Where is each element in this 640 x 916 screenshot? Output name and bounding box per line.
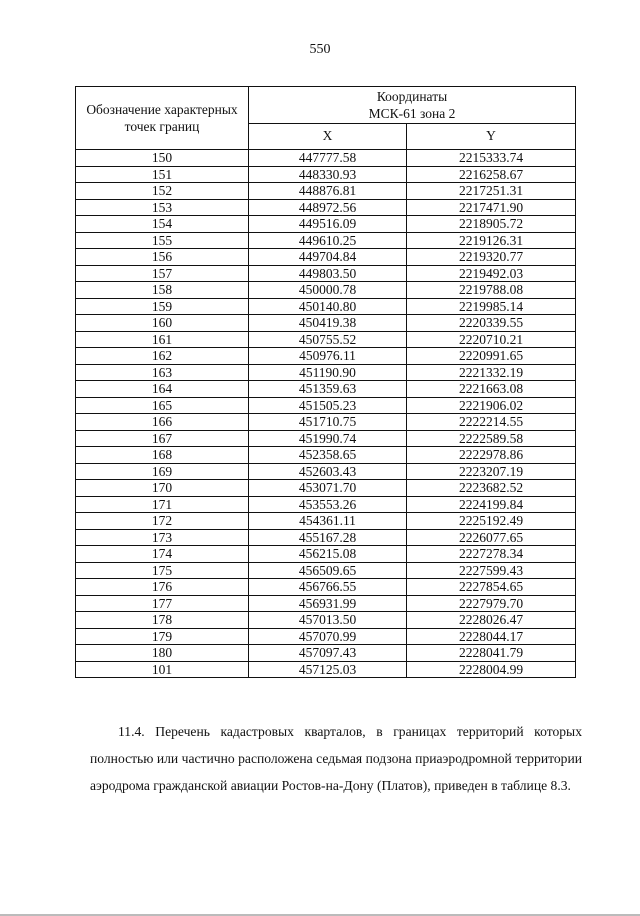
table-row <box>76 447 576 464</box>
point-number-cell: 153 <box>76 199 249 216</box>
x-coordinate-cell: 449704.84 <box>249 249 407 266</box>
point-number-cell: 168 <box>76 447 249 464</box>
point-number-cell: 165 <box>76 397 249 414</box>
y-coordinate-cell: 2222978.86 <box>407 447 576 464</box>
table-row <box>76 496 576 513</box>
y-coordinate-cell: 2217251.31 <box>407 183 576 200</box>
y-coordinate-cell: 2217471.90 <box>407 199 576 216</box>
table-row <box>76 249 576 266</box>
table-row <box>76 645 576 662</box>
y-coordinate-cell: 2227278.34 <box>407 546 576 563</box>
table-row <box>76 364 576 381</box>
y-coordinate-cell: 2219320.77 <box>407 249 576 266</box>
table-row <box>76 529 576 546</box>
point-number-cell: 159 <box>76 298 249 315</box>
x-coordinate-cell: 455167.28 <box>249 529 407 546</box>
point-number-cell: 160 <box>76 315 249 332</box>
table-body <box>76 150 576 678</box>
y-coordinate-cell: 2218905.72 <box>407 216 576 233</box>
header-coordinates <box>249 87 576 124</box>
point-number-cell: 178 <box>76 612 249 629</box>
y-coordinate-cell: 2221332.19 <box>407 364 576 381</box>
x-coordinate-cell: 451359.63 <box>249 381 407 398</box>
table-row <box>76 612 576 629</box>
point-number-cell: 163 <box>76 364 249 381</box>
point-number-cell: 156 <box>76 249 249 266</box>
y-coordinate-cell: 2223207.19 <box>407 463 576 480</box>
table-row <box>76 216 576 233</box>
y-coordinate-cell: 2228026.47 <box>407 612 576 629</box>
x-coordinate-cell: 451990.74 <box>249 430 407 447</box>
table-row <box>76 315 576 332</box>
point-number-cell: 151 <box>76 166 249 183</box>
x-coordinate-cell: 456931.99 <box>249 595 407 612</box>
point-number-cell: 157 <box>76 265 249 282</box>
table-row <box>76 414 576 431</box>
y-coordinate-cell: 2226077.65 <box>407 529 576 546</box>
x-coordinate-cell: 449803.50 <box>249 265 407 282</box>
y-coordinate-cell: 2225192.49 <box>407 513 576 530</box>
y-coordinate-cell: 2227979.70 <box>407 595 576 612</box>
table-row <box>76 397 576 414</box>
point-number-cell: 101 <box>76 661 249 678</box>
table-row <box>76 381 576 398</box>
point-number-cell: 164 <box>76 381 249 398</box>
point-number-cell: 172 <box>76 513 249 530</box>
table-row <box>76 232 576 249</box>
point-number-cell: 161 <box>76 331 249 348</box>
y-coordinate-cell: 2224199.84 <box>407 496 576 513</box>
header-coordinate-system: МСК-61 зона 2 <box>368 105 456 121</box>
point-number-cell: 177 <box>76 595 249 612</box>
point-number-cell: 180 <box>76 645 249 662</box>
y-coordinate-cell: 2228041.79 <box>407 645 576 662</box>
x-coordinate-cell: 452358.65 <box>249 447 407 464</box>
x-coordinate-cell: 457097.43 <box>249 645 407 662</box>
x-coordinate-cell: 448972.56 <box>249 199 407 216</box>
point-number-cell: 175 <box>76 562 249 579</box>
point-number-cell: 170 <box>76 480 249 497</box>
y-coordinate-cell: 2223682.52 <box>407 480 576 497</box>
y-coordinate-cell: 2219492.03 <box>407 265 576 282</box>
y-coordinate-cell: 2219985.14 <box>407 298 576 315</box>
x-coordinate-cell: 457125.03 <box>249 661 407 678</box>
x-coordinate-cell: 452603.43 <box>249 463 407 480</box>
x-coordinate-cell: 450000.78 <box>249 282 407 299</box>
table-row <box>76 480 576 497</box>
y-coordinate-cell: 2220339.55 <box>407 315 576 332</box>
x-coordinate-cell: 450419.38 <box>249 315 407 332</box>
table-row <box>76 546 576 563</box>
y-coordinate-cell: 2216258.67 <box>407 166 576 183</box>
table-row <box>76 298 576 315</box>
coordinates-table <box>75 86 576 678</box>
y-coordinate-cell: 2221663.08 <box>407 381 576 398</box>
y-coordinate-cell: 2221906.02 <box>407 397 576 414</box>
x-coordinate-cell: 457070.99 <box>249 628 407 645</box>
x-coordinate-cell: 448876.81 <box>249 183 407 200</box>
y-coordinate-cell: 2220710.21 <box>407 331 576 348</box>
y-coordinate-cell: 2215333.74 <box>407 150 576 167</box>
x-coordinate-cell: 453553.26 <box>249 496 407 513</box>
point-number-cell: 167 <box>76 430 249 447</box>
y-coordinate-cell: 2222589.58 <box>407 430 576 447</box>
header-y: Y <box>407 123 576 149</box>
y-coordinate-cell: 2228004.99 <box>407 661 576 678</box>
point-number-cell: 166 <box>76 414 249 431</box>
x-coordinate-cell: 450976.11 <box>249 348 407 365</box>
x-coordinate-cell: 451190.90 <box>249 364 407 381</box>
point-number-cell: 150 <box>76 150 249 167</box>
table-row <box>76 562 576 579</box>
point-number-cell: 169 <box>76 463 249 480</box>
header-point-designation: Обозначение характерных точек границ <box>76 87 249 150</box>
table-row <box>76 348 576 365</box>
point-number-cell: 155 <box>76 232 249 249</box>
x-coordinate-cell: 449610.25 <box>249 232 407 249</box>
x-coordinate-cell: 447777.58 <box>249 150 407 167</box>
table-row <box>76 661 576 678</box>
table-row <box>76 166 576 183</box>
point-number-cell: 162 <box>76 348 249 365</box>
x-coordinate-cell: 449516.09 <box>249 216 407 233</box>
header-x: X <box>249 123 407 149</box>
x-coordinate-cell: 456766.55 <box>249 579 407 596</box>
table-row <box>76 463 576 480</box>
point-number-cell: 179 <box>76 628 249 645</box>
point-number-cell: 154 <box>76 216 249 233</box>
x-coordinate-cell: 453071.70 <box>249 480 407 497</box>
paragraph-11-4: 11.4. Перечень кадастровых кварталов, в границах территорий которых полностью или частично расположена седьмая подзона приаэродромной территории аэродрома гражданской авиации Ростов-на-Дону (Платов), приведен в таблице 8.3. <box>90 724 582 793</box>
table-row <box>76 513 576 530</box>
y-coordinate-cell: 2220991.65 <box>407 348 576 365</box>
point-number-cell: 173 <box>76 529 249 546</box>
x-coordinate-cell: 456509.65 <box>249 562 407 579</box>
table-row <box>76 150 576 167</box>
x-coordinate-cell: 450755.52 <box>249 331 407 348</box>
table-row <box>76 579 576 596</box>
point-number-cell: 176 <box>76 579 249 596</box>
table-row <box>76 595 576 612</box>
x-coordinate-cell: 451710.75 <box>249 414 407 431</box>
y-coordinate-cell: 2219126.31 <box>407 232 576 249</box>
table-row <box>76 331 576 348</box>
table-row <box>76 183 576 200</box>
table-row <box>76 430 576 447</box>
point-number-cell: 174 <box>76 546 249 563</box>
table-row <box>76 199 576 216</box>
x-coordinate-cell: 451505.23 <box>249 397 407 414</box>
point-number-cell: 158 <box>76 282 249 299</box>
y-coordinate-cell: 2222214.55 <box>407 414 576 431</box>
x-coordinate-cell: 454361.11 <box>249 513 407 530</box>
x-coordinate-cell: 448330.93 <box>249 166 407 183</box>
x-coordinate-cell: 457013.50 <box>249 612 407 629</box>
page-number: 550 <box>309 42 331 57</box>
point-number-cell: 152 <box>76 183 249 200</box>
table-row <box>76 282 576 299</box>
y-coordinate-cell: 2228044.17 <box>407 628 576 645</box>
x-coordinate-cell: 456215.08 <box>249 546 407 563</box>
x-coordinate-cell: 450140.80 <box>249 298 407 315</box>
table-row <box>76 265 576 282</box>
y-coordinate-cell: 2219788.08 <box>407 282 576 299</box>
point-number-cell: 171 <box>76 496 249 513</box>
y-coordinate-cell: 2227854.65 <box>407 579 576 596</box>
y-coordinate-cell: 2227599.43 <box>407 562 576 579</box>
header-coordinates-title: Координаты <box>376 88 448 104</box>
table-row <box>76 628 576 645</box>
